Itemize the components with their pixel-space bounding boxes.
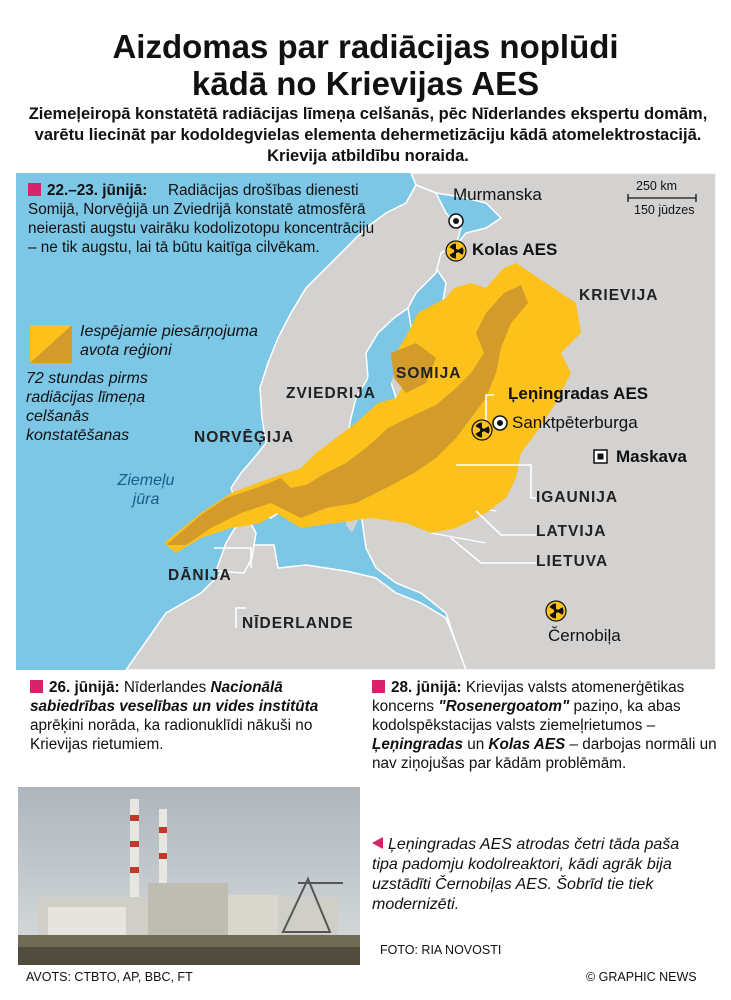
copyright: © GRAPHIC NEWS <box>586 970 697 984</box>
legend-sublabel: 72 stundas pirms radiācijas līmeņa celšanās konstatēšanas <box>26 370 148 444</box>
country-norway: NORVĒĢIJA <box>194 429 295 446</box>
chernobyl-radiation-icon <box>546 601 566 621</box>
city-murmansk: Murmanska <box>453 185 542 204</box>
scale-km: 250 km <box>636 179 677 193</box>
legend-swatch <box>30 325 72 363</box>
photo-credit: FOTO: RIA NOVOSTI <box>380 943 502 957</box>
country-latvia: LATVIJA <box>536 523 607 540</box>
plant-leningrad: Ļeņingradas AES <box>508 384 649 403</box>
event-june-22-text: Radiācijas drošības dienesti Somijā, Norvēģijā un Zviedrijā konstatē atmosfērā neierasti augstu vairāku kodolizotopu koncentrāciju – ne tik augstu, lai tā būtu kaitīga cilvēkam. <box>28 182 375 256</box>
title-line-2: kādā no Krievijas AES <box>191 65 540 102</box>
city-chernobyl: Černobiļa <box>548 626 621 645</box>
event-marker <box>30 680 43 693</box>
moscow-capital-square-icon <box>594 450 607 463</box>
page-title <box>0 28 731 102</box>
event-june-28: 28. jūnijā: Krievijas valsts atomenerģētikas koncerns "Rosenergoatom" paziņo, ka abas kodolspēkstacijas valsts ziemeļrietumos – Ļeņingradas un Kolas AES – darbojas normāli un nav ziņojušas par kādām problēmām. <box>372 679 717 772</box>
note: Ļeņingradas AES atrodas četri tāda paša tipa padomju kodolreaktori, kādi agrāk bija uzstādīti Černobiļas AES. Šobrīd tie tiek modernizēti. <box>372 836 680 913</box>
country-sweden: ZVIEDRIJA <box>286 385 376 402</box>
sources: AVOTS: CTBTO, AP, BBC, FT <box>26 970 193 984</box>
power-plant-photo <box>18 787 360 965</box>
leningrad-radiation-icon <box>472 420 492 440</box>
subtitle: Ziemeļeiropā konstatētā radiācijas līmeņa celšanās, pēc Nīderlandes ekspertu domām, varētu liecināt par kodoldegvielas elementa dehermetizāciju kādā atomelektrostacijā. Krievija atbildību noraida. <box>28 105 708 165</box>
event-marker <box>372 680 385 693</box>
event-june-22: 22.–23. jūnijā: <box>28 181 398 200</box>
stpetersburg-city-dot-icon <box>493 416 507 430</box>
title-line-1: Aizdomas par radiācijas noplūdi <box>112 28 619 65</box>
murmansk-city-dot-icon <box>449 214 463 228</box>
country-denmark: DĀNIJA <box>168 567 232 584</box>
plant-kola: Kolas AES <box>472 240 558 259</box>
country-estonia: IGAUNIJA <box>536 489 619 506</box>
city-moscow: Maskava <box>616 447 687 466</box>
country-russia: KRIEVIJA <box>579 287 659 304</box>
map <box>16 173 716 670</box>
scale-miles: 150 jūdzes <box>634 203 695 217</box>
note-triangle-icon <box>372 837 383 849</box>
sea-north-sea: Ziemeļu jūra <box>117 472 175 508</box>
kola-radiation-icon <box>446 241 466 261</box>
country-lithuania: LIETUVA <box>536 553 609 570</box>
legend-label: Iespējamie piesārņojuma avota reģioni <box>80 323 258 359</box>
city-st-petersburg: Sanktpēterburga <box>512 413 638 432</box>
country-finland: SOMIJA <box>396 365 462 382</box>
country-netherlands: NĪDERLANDE <box>242 615 354 632</box>
event-june-26: 26. jūnijā: Nīderlandes Nacionālā sabiedrības veselības un vides institūta aprēķini norāda, ka radionuklīdi nākuši no Krievijas rietumiem. <box>30 679 319 753</box>
photo-canvas <box>18 787 360 965</box>
